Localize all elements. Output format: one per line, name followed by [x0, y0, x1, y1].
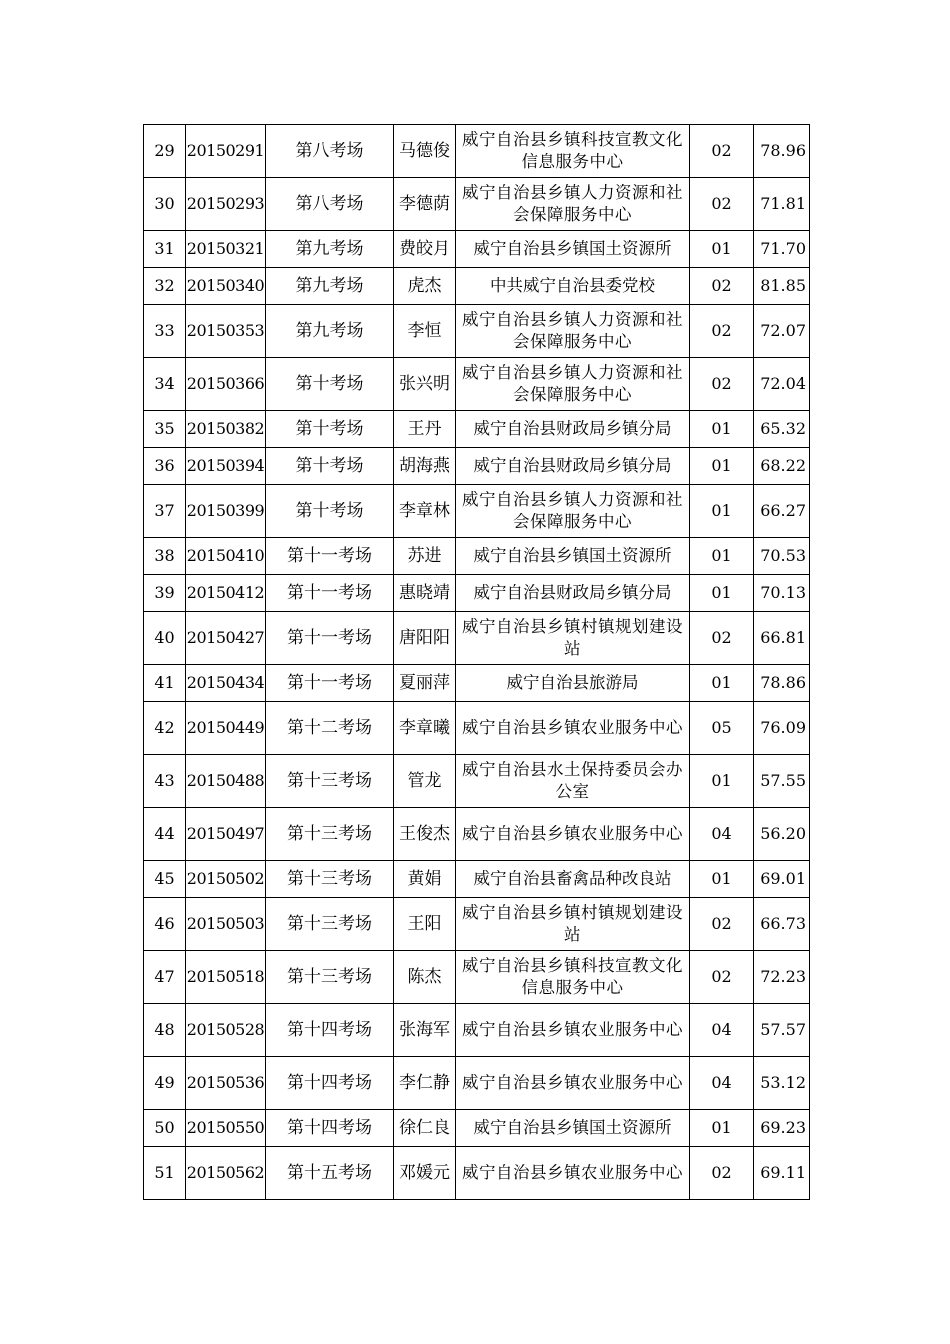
- row-number: 33: [144, 305, 186, 358]
- exam-id: 20150434: [186, 665, 266, 702]
- exam-id: 20150291: [186, 125, 266, 178]
- row-number: 37: [144, 485, 186, 538]
- exam-room: 第十四考场: [266, 1110, 394, 1147]
- exam-room: 第十四考场: [266, 1057, 394, 1110]
- row-number: 40: [144, 612, 186, 665]
- post-code: 04: [690, 808, 754, 861]
- row-number: 44: [144, 808, 186, 861]
- score: 78.86: [754, 665, 810, 702]
- applied-unit: 威宁自治县乡镇国土资源所: [456, 231, 690, 268]
- applied-unit: 威宁自治县乡镇人力资源和社会保障服务中心: [456, 358, 690, 411]
- table-row: [144, 1110, 810, 1147]
- exam-room: 第十四考场: [266, 1004, 394, 1057]
- exam-id: 20150562: [186, 1147, 266, 1200]
- exam-room: 第十五考场: [266, 1147, 394, 1200]
- post-code: 01: [690, 485, 754, 538]
- score: 69.11: [754, 1147, 810, 1200]
- table-row: [144, 538, 810, 575]
- table-row: [144, 951, 810, 1004]
- applied-unit: 威宁自治县乡镇科技宣教文化信息服务中心: [456, 951, 690, 1004]
- table-row: [144, 305, 810, 358]
- candidate-name: 李章曦: [394, 702, 456, 755]
- row-number: 32: [144, 268, 186, 305]
- post-code: 01: [690, 665, 754, 702]
- applied-unit: 威宁自治县乡镇科技宣教文化信息服务中心: [456, 125, 690, 178]
- score: 69.23: [754, 1110, 810, 1147]
- score: 78.96: [754, 125, 810, 178]
- row-number: 30: [144, 178, 186, 231]
- table-row: [144, 861, 810, 898]
- exam-room: 第十三考场: [266, 861, 394, 898]
- row-number: 46: [144, 898, 186, 951]
- candidate-name: 惠晓靖: [394, 575, 456, 612]
- candidate-name: 王丹: [394, 411, 456, 448]
- row-number: 31: [144, 231, 186, 268]
- score: 72.23: [754, 951, 810, 1004]
- table-row: [144, 448, 810, 485]
- table-row: [144, 178, 810, 231]
- exam-room: 第八考场: [266, 125, 394, 178]
- candidate-name: 李章林: [394, 485, 456, 538]
- applied-unit: 威宁自治县旅游局: [456, 665, 690, 702]
- applied-unit: 威宁自治县乡镇农业服务中心: [456, 1147, 690, 1200]
- score: 57.55: [754, 755, 810, 808]
- exam-id: 20150427: [186, 612, 266, 665]
- candidate-name: 黄娟: [394, 861, 456, 898]
- applied-unit: 威宁自治县财政局乡镇分局: [456, 575, 690, 612]
- table-row: [144, 125, 810, 178]
- candidate-name: 张兴明: [394, 358, 456, 411]
- score: 71.81: [754, 178, 810, 231]
- row-number: 39: [144, 575, 186, 612]
- score: 70.53: [754, 538, 810, 575]
- candidate-name: 邓媛元: [394, 1147, 456, 1200]
- exam-room: 第九考场: [266, 305, 394, 358]
- candidate-name: 马德俊: [394, 125, 456, 178]
- exam-room: 第十三考场: [266, 755, 394, 808]
- applied-unit: 威宁自治县乡镇村镇规划建设站: [456, 612, 690, 665]
- score: 57.57: [754, 1004, 810, 1057]
- score: 76.09: [754, 702, 810, 755]
- score: 81.85: [754, 268, 810, 305]
- applied-unit: 威宁自治县财政局乡镇分局: [456, 448, 690, 485]
- exam-id: 20150399: [186, 485, 266, 538]
- score: 56.20: [754, 808, 810, 861]
- exam-id: 20150449: [186, 702, 266, 755]
- post-code: 02: [690, 268, 754, 305]
- post-code: 02: [690, 305, 754, 358]
- score: 66.81: [754, 612, 810, 665]
- post-code: 01: [690, 448, 754, 485]
- row-number: 45: [144, 861, 186, 898]
- exam-room: 第九考场: [266, 268, 394, 305]
- score: 53.12: [754, 1057, 810, 1110]
- applied-unit: 中共威宁自治县委党校: [456, 268, 690, 305]
- table-row: [144, 1057, 810, 1110]
- score: 69.01: [754, 861, 810, 898]
- table-row: [144, 411, 810, 448]
- candidate-name: 陈杰: [394, 951, 456, 1004]
- exam-id: 20150503: [186, 898, 266, 951]
- applied-unit: 威宁自治县乡镇农业服务中心: [456, 808, 690, 861]
- exam-room: 第八考场: [266, 178, 394, 231]
- exam-id: 20150353: [186, 305, 266, 358]
- table-row: [144, 231, 810, 268]
- exam-room: 第九考场: [266, 231, 394, 268]
- candidate-name: 王俊杰: [394, 808, 456, 861]
- post-code: 02: [690, 1147, 754, 1200]
- post-code: 02: [690, 898, 754, 951]
- candidate-name: 李德荫: [394, 178, 456, 231]
- applied-unit: 威宁自治县畜禽品种改良站: [456, 861, 690, 898]
- post-code: 01: [690, 231, 754, 268]
- row-number: 38: [144, 538, 186, 575]
- applied-unit: 威宁自治县乡镇农业服务中心: [456, 702, 690, 755]
- table-row: [144, 268, 810, 305]
- candidate-name: 唐阳阳: [394, 612, 456, 665]
- exam-id: 20150502: [186, 861, 266, 898]
- exam-id: 20150518: [186, 951, 266, 1004]
- applied-unit: 威宁自治县乡镇国土资源所: [456, 1110, 690, 1147]
- score: 72.04: [754, 358, 810, 411]
- candidate-name: 苏进: [394, 538, 456, 575]
- post-code: 04: [690, 1057, 754, 1110]
- score: 66.73: [754, 898, 810, 951]
- score: 66.27: [754, 485, 810, 538]
- post-code: 05: [690, 702, 754, 755]
- results-table: [143, 124, 810, 1200]
- candidate-name: 李仁静: [394, 1057, 456, 1110]
- row-number: 47: [144, 951, 186, 1004]
- post-code: 01: [690, 755, 754, 808]
- score: 70.13: [754, 575, 810, 612]
- post-code: 01: [690, 538, 754, 575]
- exam-id: 20150410: [186, 538, 266, 575]
- exam-room: 第十一考场: [266, 612, 394, 665]
- applied-unit: 威宁自治县乡镇农业服务中心: [456, 1004, 690, 1057]
- table-row: [144, 358, 810, 411]
- exam-room: 第十考场: [266, 485, 394, 538]
- candidate-name: 徐仁良: [394, 1110, 456, 1147]
- exam-room: 第十二考场: [266, 702, 394, 755]
- post-code: 02: [690, 612, 754, 665]
- exam-id: 20150321: [186, 231, 266, 268]
- row-number: 50: [144, 1110, 186, 1147]
- exam-id: 20150488: [186, 755, 266, 808]
- table-row: [144, 612, 810, 665]
- score: 72.07: [754, 305, 810, 358]
- exam-id: 20150394: [186, 448, 266, 485]
- candidate-name: 费皎月: [394, 231, 456, 268]
- applied-unit: 威宁自治县财政局乡镇分局: [456, 411, 690, 448]
- post-code: 02: [690, 358, 754, 411]
- exam-room: 第十一考场: [266, 538, 394, 575]
- exam-id: 20150536: [186, 1057, 266, 1110]
- exam-id: 20150550: [186, 1110, 266, 1147]
- table-row: [144, 575, 810, 612]
- applied-unit: 威宁自治县乡镇村镇规划建设站: [456, 898, 690, 951]
- exam-room: 第十考场: [266, 448, 394, 485]
- exam-id: 20150340: [186, 268, 266, 305]
- exam-room: 第十三考场: [266, 808, 394, 861]
- results-body: [144, 125, 810, 1200]
- table-row: [144, 665, 810, 702]
- row-number: 35: [144, 411, 186, 448]
- applied-unit: 威宁自治县乡镇人力资源和社会保障服务中心: [456, 178, 690, 231]
- exam-room: 第十考场: [266, 411, 394, 448]
- applied-unit: 威宁自治县乡镇农业服务中心: [456, 1057, 690, 1110]
- exam-room: 第十三考场: [266, 951, 394, 1004]
- exam-room: 第十三考场: [266, 898, 394, 951]
- row-number: 43: [144, 755, 186, 808]
- row-number: 51: [144, 1147, 186, 1200]
- table-row: [144, 755, 810, 808]
- exam-id: 20150293: [186, 178, 266, 231]
- post-code: 01: [690, 575, 754, 612]
- candidate-name: 虎杰: [394, 268, 456, 305]
- table-row: [144, 702, 810, 755]
- row-number: 49: [144, 1057, 186, 1110]
- post-code: 04: [690, 1004, 754, 1057]
- row-number: 41: [144, 665, 186, 702]
- candidate-name: 李恒: [394, 305, 456, 358]
- candidate-name: 王阳: [394, 898, 456, 951]
- applied-unit: 威宁自治县水土保持委员会办公室: [456, 755, 690, 808]
- post-code: 02: [690, 178, 754, 231]
- applied-unit: 威宁自治县乡镇人力资源和社会保障服务中心: [456, 485, 690, 538]
- exam-id: 20150412: [186, 575, 266, 612]
- post-code: 01: [690, 1110, 754, 1147]
- applied-unit: 威宁自治县乡镇人力资源和社会保障服务中心: [456, 305, 690, 358]
- candidate-name: 管龙: [394, 755, 456, 808]
- exam-room: 第十一考场: [266, 575, 394, 612]
- row-number: 34: [144, 358, 186, 411]
- score: 65.32: [754, 411, 810, 448]
- post-code: 01: [690, 861, 754, 898]
- applied-unit: 威宁自治县乡镇国土资源所: [456, 538, 690, 575]
- table-row: [144, 808, 810, 861]
- row-number: 42: [144, 702, 186, 755]
- row-number: 29: [144, 125, 186, 178]
- table-row: [144, 485, 810, 538]
- row-number: 48: [144, 1004, 186, 1057]
- candidate-name: 夏丽萍: [394, 665, 456, 702]
- exam-id: 20150497: [186, 808, 266, 861]
- score: 68.22: [754, 448, 810, 485]
- exam-id: 20150366: [186, 358, 266, 411]
- score: 71.70: [754, 231, 810, 268]
- exam-id: 20150382: [186, 411, 266, 448]
- candidate-name: 胡海燕: [394, 448, 456, 485]
- table-row: [144, 1004, 810, 1057]
- post-code: 01: [690, 411, 754, 448]
- exam-room: 第十一考场: [266, 665, 394, 702]
- row-number: 36: [144, 448, 186, 485]
- post-code: 02: [690, 125, 754, 178]
- table-row: [144, 898, 810, 951]
- exam-id: 20150528: [186, 1004, 266, 1057]
- table-row: [144, 1147, 810, 1200]
- post-code: 02: [690, 951, 754, 1004]
- exam-room: 第十考场: [266, 358, 394, 411]
- candidate-name: 张海军: [394, 1004, 456, 1057]
